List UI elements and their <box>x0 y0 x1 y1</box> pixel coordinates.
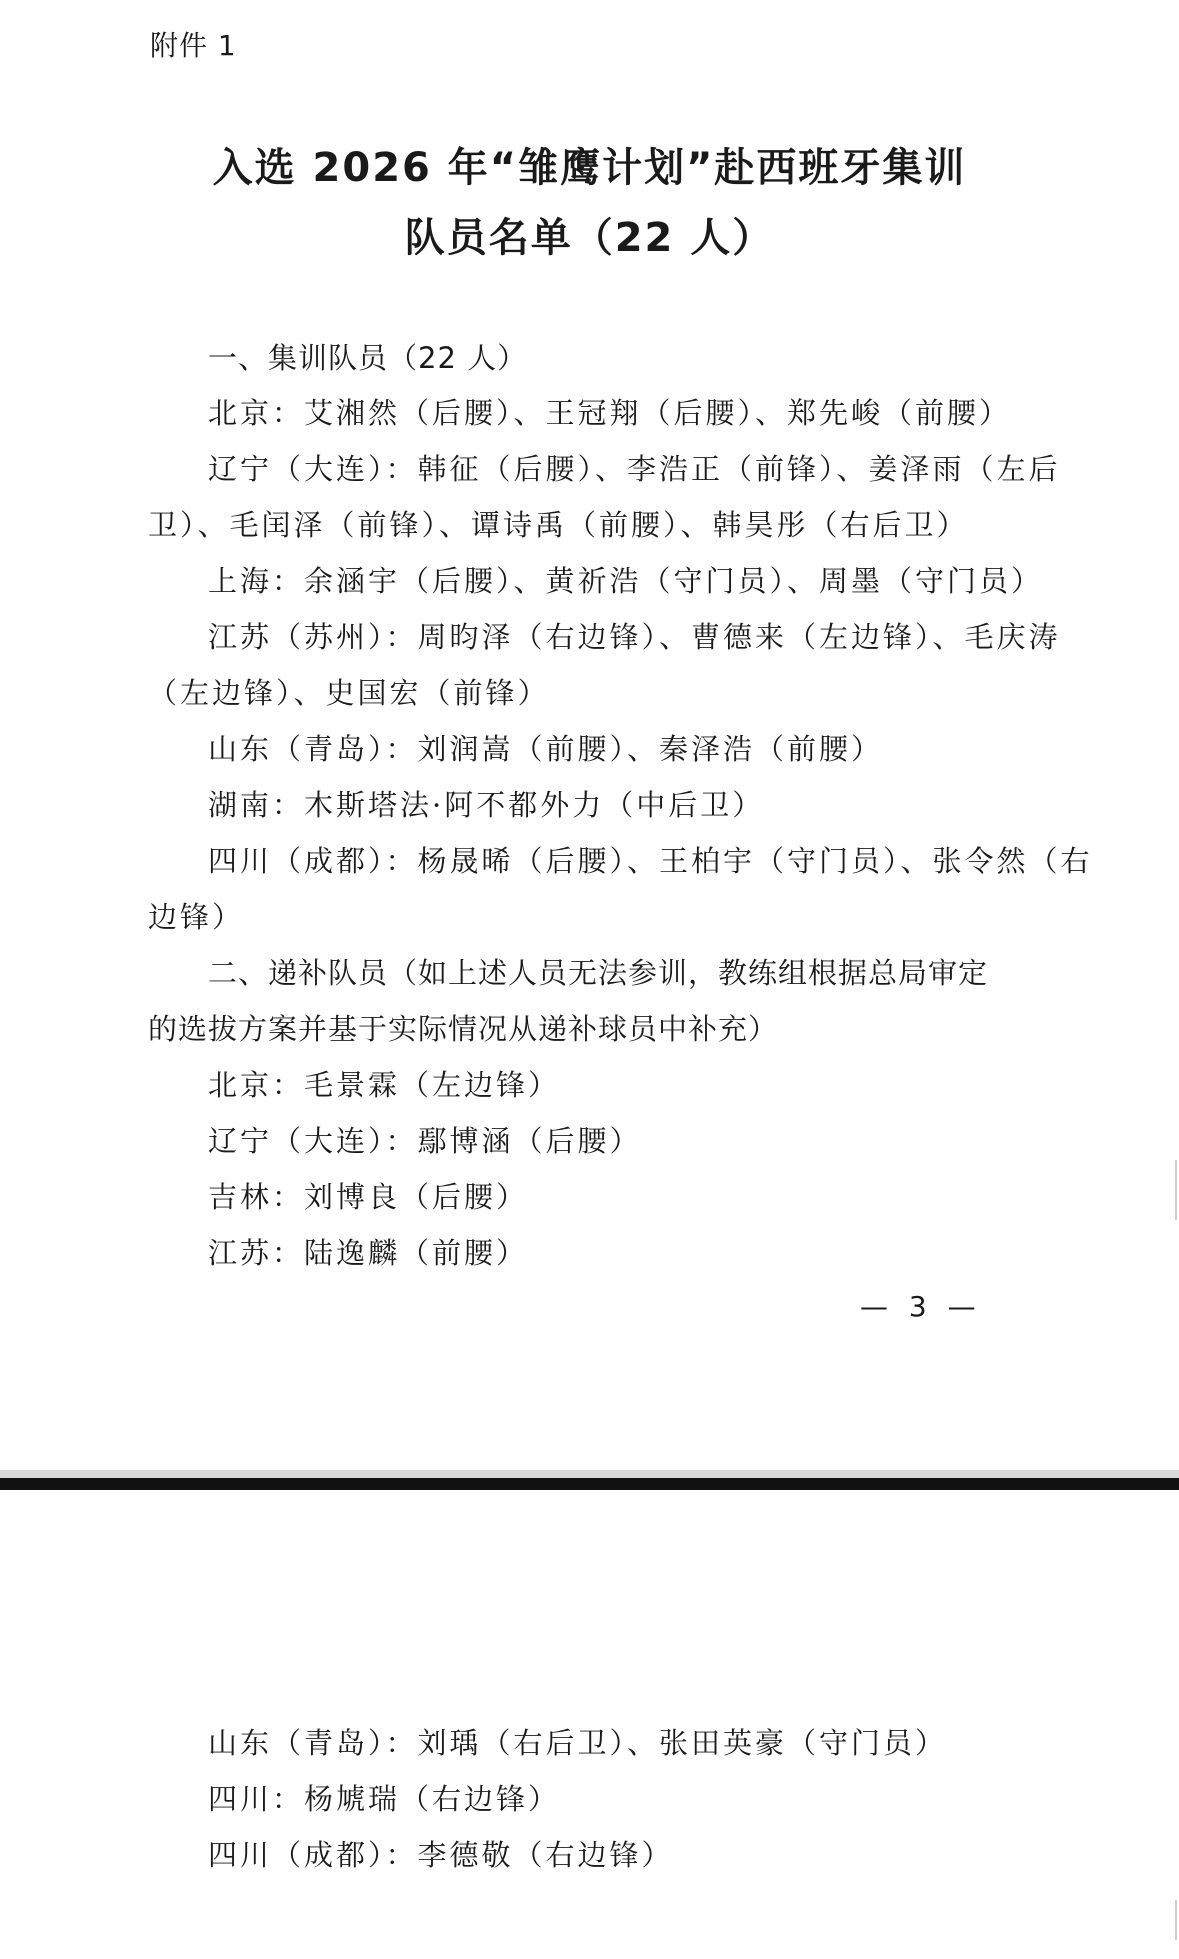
scan-edge-mark-bottom <box>1175 1900 1177 1940</box>
page-gap <box>0 1470 1179 1478</box>
player-line-sichuan-cont: 边锋） <box>148 900 245 934</box>
section-heading-reserve-line-1: 二、递补队员（如上述人员无法参训，教练组根据总局审定 <box>208 956 989 990</box>
player-line-jiangsu: 江苏（苏州）：周昀泽（右边锋）、曹德来（左边锋）、毛庆涛 <box>208 620 1061 654</box>
reserve-line-sichuan: 四川：杨虓瑞（右边锋） <box>208 1782 561 1816</box>
reserve-line-sichuan-chengdu: 四川（成都）：李德敬（右边锋） <box>208 1838 674 1872</box>
player-line-hunan: 湖南：木斯塔法·阿不都外力（中后卫） <box>208 788 765 822</box>
document-title-line-2: 队员名单（22 人） <box>404 215 775 261</box>
reserve-line-liaoning: 辽宁（大连）：鄢博涵（后腰） <box>208 1124 642 1158</box>
section-heading-training-players: 一、集训队员（22 人） <box>208 341 528 375</box>
player-line-shanghai: 上海：余涵宇（后腰）、黄祈浩（守门员）、周墨（守门员） <box>208 564 1044 598</box>
reserve-line-shandong: 山东（青岛）：刘瑀（右后卫）、张田英豪（守门员） <box>208 1726 948 1760</box>
player-line-shandong: 山东（青岛）：刘润嵩（前腰）、秦泽浩（前腰） <box>208 732 884 766</box>
player-line-beijing: 北京：艾湘然（后腰）、王冠翔（后腰）、郑先峻（前腰） <box>208 396 1012 430</box>
player-line-liaoning-cont: 卫）、毛闰泽（前锋）、谭诗禹（前腰）、韩昊彤（右后卫） <box>148 508 969 542</box>
page-number: — 3 — <box>860 1290 982 1323</box>
document-title-line-1: 入选 2026 年“雏鹰计划”赴西班牙集训 <box>212 145 967 191</box>
page-separator <box>0 1478 1179 1490</box>
player-line-liaoning: 辽宁（大连）：韩征（后腰）、李浩正（前锋）、姜泽雨（左后 <box>208 452 1061 486</box>
reserve-line-jiangsu: 江苏：陆逸麟（前腰） <box>208 1236 529 1270</box>
player-line-sichuan: 四川（成都）：杨晟晞（后腰）、王柏宇（守门员）、张令然（右 <box>208 844 1093 878</box>
section-heading-reserve-line-2: 的选拔方案并基于实际情况从递补球员中补充） <box>148 1012 779 1046</box>
player-line-jiangsu-cont: （左边锋）、史国宏（前锋） <box>148 676 550 710</box>
reserve-line-beijing: 北京：毛景霖（左边锋） <box>208 1068 561 1102</box>
attachment-label: 附件 1 <box>150 29 237 62</box>
reserve-line-jilin: 吉林：刘博良（后腰） <box>208 1180 529 1214</box>
scan-edge-mark <box>1175 1160 1177 1220</box>
document-page-2 <box>0 1490 1179 1959</box>
